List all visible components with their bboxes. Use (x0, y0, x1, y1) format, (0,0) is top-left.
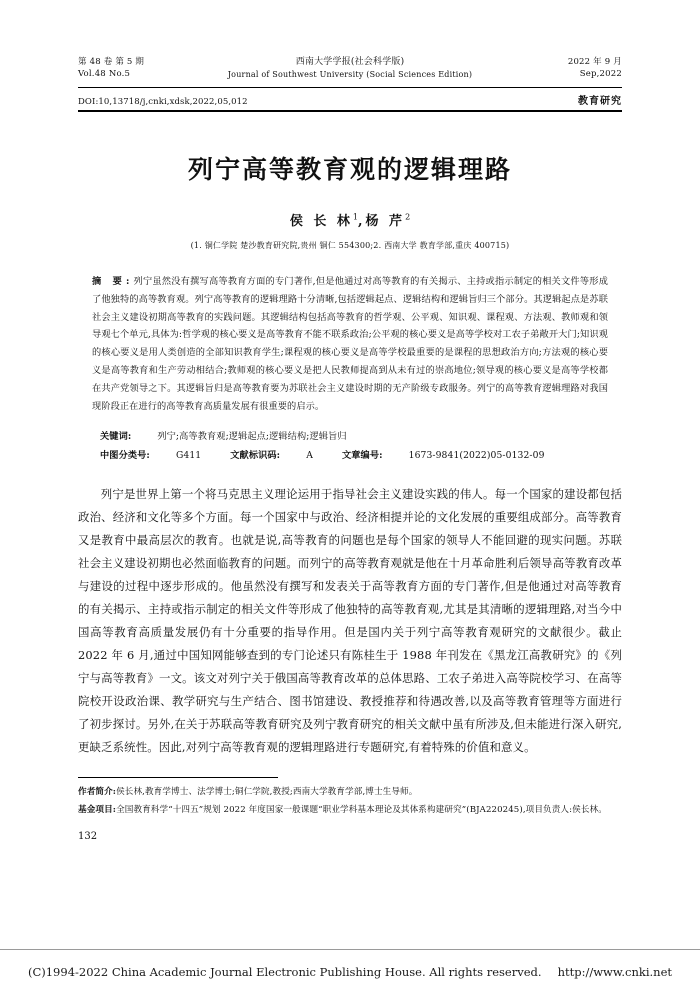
clc-value: G411 (175, 449, 202, 461)
author-1: 侯 长 林 (289, 213, 353, 229)
body-paragraph-1: 列宁是世界上第一个将马克思主义理论运用于指导社会主义建设实践的伟人。每一个国家的建设都包括政治、经济和文化等多个方面。每一个国家中与政治、经济相提并论的文化发展的重要组成部分。高等教育又是教育中最高层次的教育。也就是说,高等教育的问题也是每个国家的领导人不能回避的现实问题。苏联社会主义建设初期也必然面临教育的问题。而列宁的高等教育观就是他在十月革命胜利后领导高等教育改革与建设的过程中逐步形成的。他虽然没有撰写和发表关于高等教育方面的专门著作,但是他通过对高等教育的有关揭示、主持或指示制定的相关文件等形成了他独特的高等教育观,尤其是其清晰的逻辑理路,对当今中国高等教育高质量发展仍有十分重要的指导作用。但是国内关于列宁高等教育观研究的文献很少。截止 2022 年 6 月,通过中国知网能够查到的专门论述只有陈桂生于 1988 年刊发在《黑龙江高教研究》的《列宁与高等教育》一文。该文对列宁关于俄国高等教育改革的总体思路、工农子弟进入高等院校学习、在高等院校开设政治课、教学研究与生产结合、图书馆建设、教授推荐和待遇改善,以及高等教育管理等方面进行了初步探讨。另外,在关于苏联高等教育研究及列宁教育研究的相关文献中虽有所涉及,但未能进行深入研究,更缺乏系统性。因此,对列宁高等教育观的逻辑理路进行专题研究,有着特殊的价值和意义。 (78, 486, 622, 755)
footnote-fund (78, 803, 622, 819)
issue-date-cn: 2022 年 9 月 (567, 57, 622, 67)
footnote-author-bio (78, 785, 622, 801)
keywords-row (100, 428, 608, 446)
article-id-label: 文章编号: (341, 449, 383, 461)
section-label: 教育研究 (578, 95, 622, 107)
author-2: 杨 芹 (365, 213, 406, 229)
volume-en: Vol.48 No.5 (78, 69, 131, 80)
author-list (78, 210, 622, 229)
doi-text: DOI:10,13718/j,cnki,xdsk,2022,05,012 (78, 96, 248, 107)
author-1-affil-marker: 1 (352, 212, 358, 222)
affiliation: (1. 铜仁学院 楚沙教育研究院,贵州 铜仁 554300;2. 西南大学 教育学部,重庆 400715) (190, 240, 510, 250)
article-meta (78, 428, 622, 465)
author-separator: , (358, 213, 366, 229)
abstract (78, 273, 622, 417)
article-id-value: 1673-9841(2022)05-0132-09 (408, 449, 545, 461)
copyright-bar (0, 949, 700, 994)
volume-info (78, 56, 198, 81)
document-code-label: 文献标识码: (230, 449, 281, 461)
copyright-text: (C)1994-2022 China Academic Journal Electronic Publishing House. All rights reserved. (27, 965, 542, 979)
journal-title (198, 56, 502, 81)
footnote-fund-text: 全国教育科学“十四五”规划 2022 年度国家一般课题“职业学科基本理论及其体系构建研究”(BJA220245),项目负责人:侯长林。 (116, 805, 607, 816)
author-2-affil-marker: 2 (405, 212, 411, 222)
document-code-value: A (306, 449, 313, 461)
footnote-author-text: 侯长林,教育学博士、法学博士;铜仁学院,教授;西南大学教育学部,博士生导师。 (116, 787, 418, 798)
clc-label: 中图分类号: (100, 449, 150, 461)
doi-row (78, 88, 622, 110)
journal-title-cn: 西南大学学报(社会科学版) (295, 57, 405, 67)
classification-row (100, 447, 608, 465)
volume-cn: 第 48 卷 第 5 期 (78, 57, 145, 67)
page-title: 列宁高等教育观的逻辑理路 (187, 154, 512, 184)
footnote-author-label: 作者简介: (78, 787, 117, 798)
copyright-url[interactable]: http://www.cnki.net (557, 965, 673, 979)
abstract-text: 列宁虽然没有撰写高等教育方面的专门著作,但是他通过对高等教育的有关揭示、主持或指示制定的相关文件等形成了他独特的高等教育观。列宁高等教育的逻辑理路十分清晰,包括逻辑起点、逻辑结构和逻辑旨归三个部分。其逻辑起点是苏联社会主义建设初期高等教育的实践问题。其逻辑结构包括高等教育的哲学观、公平观、知识观、课程观、方法观、教师观和领导观七个单元,具体为:哲学观的核心要义是高等教育不能不联系政治;公平观的核心要义是高等学校对工农子弟敞开大门;知识观的核心要义是用人类创造的全部知识教育学生;课程观的核心要义是高等学校最重要的是课程的思想政治方向;方法观的核心要义是高等教育和生产劳动相结合;教师观的核心要义是把人民教师提高到从未有过的崇高地位;领导观的核心要义是高等学校都在共产党领导之下。其逻辑旨归是高等教育要为苏联社会主义建设时期的无产阶级专政服务。列宁的高等教育逻辑理路对我国现阶段正在进行的高等教育高质量发展有很重要的启示。 (92, 275, 608, 413)
body-text (78, 483, 622, 759)
keywords-label: 关键词: (100, 431, 132, 443)
issue-date (502, 56, 622, 81)
header-divider-thick (78, 110, 622, 112)
footnotes (78, 785, 622, 819)
keywords-text: 列宁;高等教育观;逻辑起点;逻辑结构;逻辑旨归 (157, 431, 347, 443)
issue-date-en: Sep,2022 (579, 69, 622, 80)
page-number: 132 (78, 831, 98, 843)
journal-title-en: Journal of Southwest University (Social Sciences Edition) (227, 70, 473, 80)
running-head (78, 56, 622, 81)
footnote-divider (78, 777, 278, 778)
abstract-label: 摘 要: (92, 275, 134, 287)
footnote-fund-label: 基金项目: (78, 805, 117, 816)
